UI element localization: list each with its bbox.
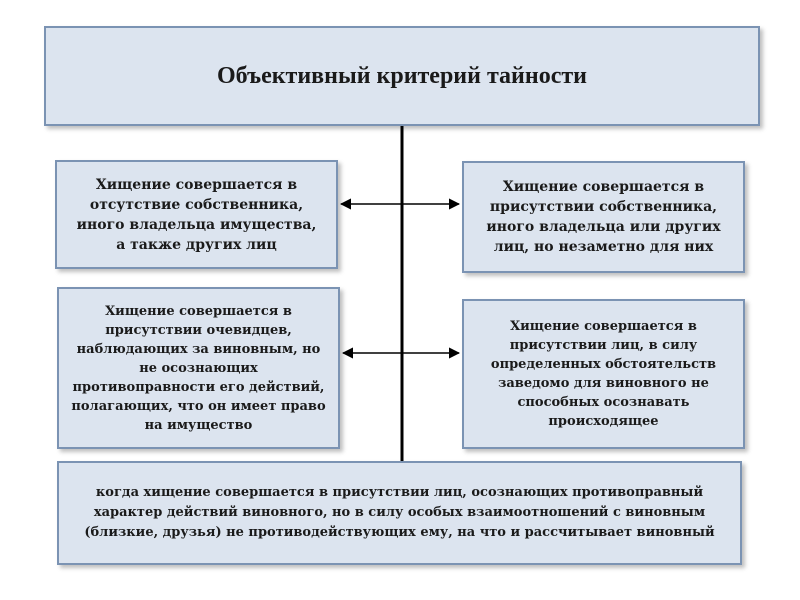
right-box-unnoticed-text: Хищение совершается в присутствии собственника, иного владельца или других лиц, но незаметно для них [486, 179, 721, 255]
left-box-absence-text: Хищение совершается в отсутствие собственника, иного владельца имущества, а также других лиц [76, 176, 317, 253]
right-box-incapable-text: Хищение совершается в присутствии лиц, в силу определенных обстоятельств заведомо для виновного не способных осознавать происходящее [490, 319, 717, 429]
bottom-box-relatives [57, 461, 742, 565]
bottom-box-relatives-text: когда хищение совершается в присутствии лиц, осознающих противоправный характер действий виновного, но в силу особых взаимоотношений с виновным (близкие, друзья) не противодействующих ему, на что и рассчитывает виновный [84, 485, 715, 540]
diagram-title [44, 26, 760, 126]
left-box-absence [55, 160, 338, 269]
diagram-title-text: Объективный критерий тайности [217, 62, 587, 89]
left-box-witnesses-text: Хищение совершается в присутствии очевидцев, наблюдающих за виновным, но не осознающих противоправности его действий, полагающих, что он имеет право на имущество [71, 303, 326, 433]
right-box-incapable [462, 299, 745, 449]
right-box-unnoticed [462, 161, 745, 273]
left-box-witnesses [57, 287, 340, 449]
